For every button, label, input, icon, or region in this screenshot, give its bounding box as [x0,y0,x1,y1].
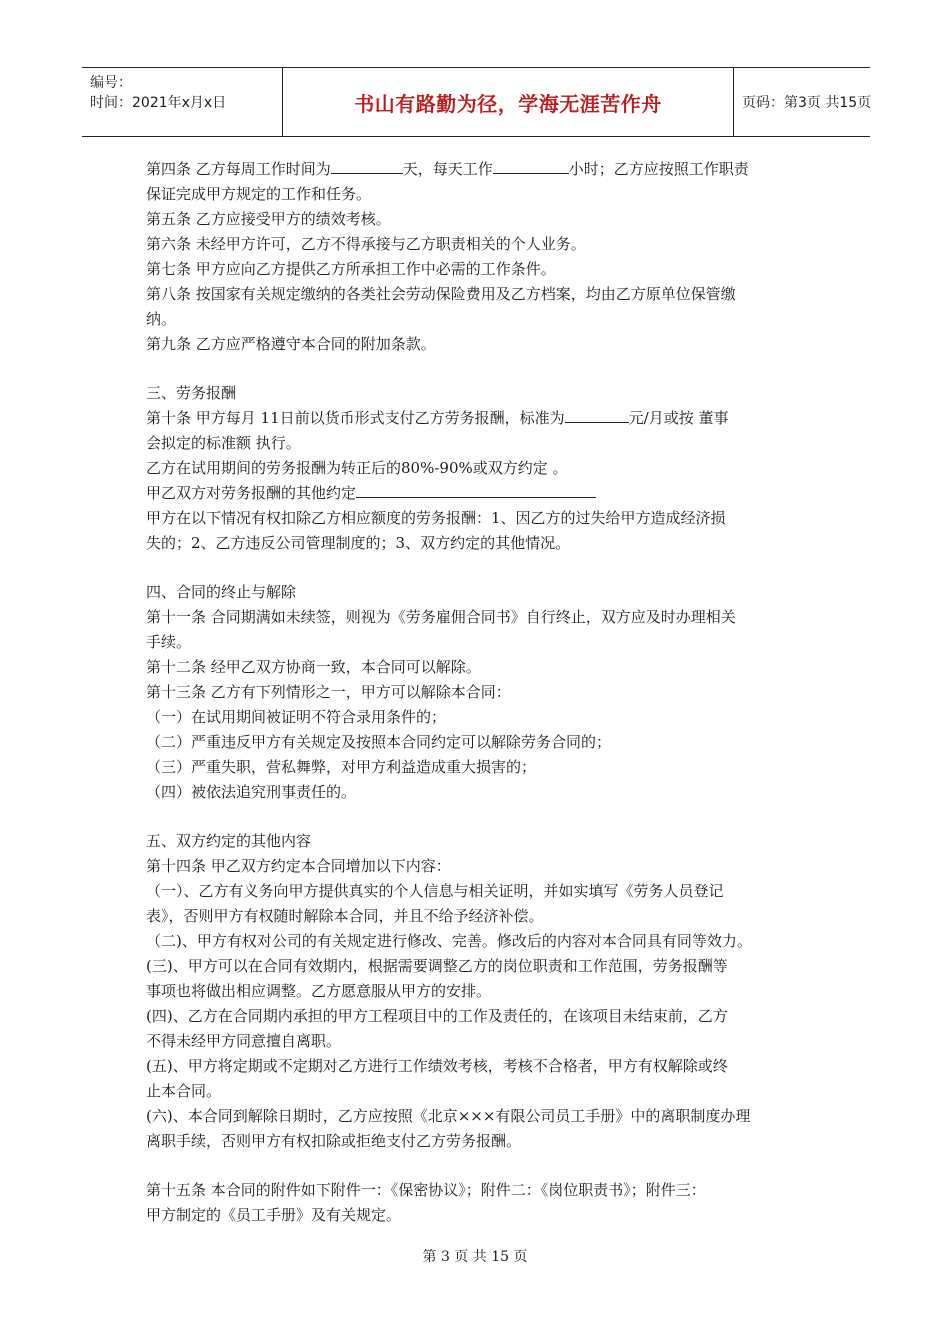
section-3-title: 三、劳务报酬 [146,384,237,402]
article-14-item-5: (五)、甲方将定期或不定期对乙方进行工作绩效考核，考核不合格者，甲方有权解除或终 [146,1057,728,1075]
article-13-item-1: （一）在试用期间被证明不符合录用条件的； [146,708,447,726]
article-11-cont: 手续。 [146,633,192,651]
article-13-item-4: （四）被依法追究刑事责任的。 [146,783,357,801]
article-8: 第八条 按国家有关规定缴纳的各类社会劳动保险费用及乙方档案，均由乙方原单位保管缴 [146,285,736,303]
article-14-item-3-cont: 事项也将做出相应调整。乙方愿意服从甲方的安排。 [146,982,492,1000]
article-14-item-6: (六)、本合同到解除日期时，乙方应按照《北京×××有限公司员工手册》中的离职制度办理 [146,1107,751,1125]
header-meta [82,68,283,136]
days-blank [331,157,403,174]
motto: 书山有路勤为径，学海无涯苦作舟 [354,91,662,116]
article-13: 第十三条 乙方有下列情形之一，甲方可以解除本合同： [146,683,511,701]
other-pay-terms: 甲乙双方对劳务报酬的其他约定 [146,481,816,506]
section-4-title: 四、合同的终止与解除 [146,583,297,601]
article-10: 第十条 甲方每月 11日前以货币形式支付乙方劳务报酬，标准为 元/月或按 董事 [146,406,816,431]
article-8-cont: 纳。 [146,310,177,328]
article-11: 第十一条 合同期满如未续签，则视为《劳务雇佣合同书》自行终止，双方应及时办理相关 [146,608,736,626]
contract-body [146,157,816,1228]
article-4: 第四条 乙方每周工作时间为 天，每天工作 小时；乙方应按照工作职责 [146,157,816,182]
time-label: 时间：2021年x月x日 [90,95,227,111]
document-header [82,67,870,137]
article-14-item-1-cont: 表》，否则甲方有权随时解除本合同，并且不给予经济补偿。 [146,907,544,925]
article-14-item-6-cont: 离职手续，否则甲方有权扣除或拒绝支付乙方劳务报酬。 [146,1132,522,1150]
salary-blank [565,406,629,423]
article-9: 第九条 乙方应严格遵守本合同的附加条款。 [146,335,436,353]
page-info: 页码：第3页 共15页 [742,95,872,111]
other-pay-blank [356,481,596,498]
article-6: 第六条 未经甲方许可，乙方不得承接与乙方职责相关的个人业务。 [146,235,586,253]
article-14-item-4-cont: 不得未经甲方同意擅自离职。 [146,1032,342,1050]
section-5-title: 五、双方约定的其他内容 [146,832,312,850]
article-14-item-4: (四)、乙方在合同期内承担的甲方工程项目中的工作及责任的，在该项目未结束前，乙方 [146,1007,728,1025]
article-5: 第五条 乙方应接受甲方的绩效考核。 [146,210,391,228]
article-7: 第七条 甲方应向乙方提供乙方所承担工作中必需的工作条件。 [146,260,556,278]
article-14-item-2: （二)、甲方有权对公司的有关规定进行修改、完善。修改后的内容对本合同具有同等效力。 [146,932,752,950]
page-footer: 第 3 页 共 15 页 [422,1249,528,1265]
article-14: 第十四条 甲乙双方约定本合同增加以下内容： [146,857,451,875]
number-label: 编号： [90,75,132,91]
deduction-terms: 甲方在以下情况有权扣除乙方相应额度的劳务报酬：1、因乙方的过失给甲方造成经济损 [146,509,726,527]
trial-pay: 乙方在试用期间的劳务报酬为转正后的80%-90%或双方约定 。 [146,459,568,477]
article-14-item-1: （一）、乙方有义务向甲方提供真实的个人信息与相关证明，并如实填写《劳务人员登记 [146,882,724,900]
article-14-item-5-cont: 止本合同。 [146,1082,222,1100]
header-page-cell [734,68,870,136]
article-13-item-2: （二）严重违反甲方有关规定及按照本合同约定可以解除劳务合同的； [146,733,612,751]
article-15: 第十五条 本合同的附件如下附件一：《保密协议》；附件二：《岗位职责书》；附件三： [146,1181,706,1199]
hours-blank [493,157,569,174]
article-13-item-3: （三）严重失职，营私舞弊，对甲方利益造成重大损害的； [146,758,537,776]
header-motto-cell [283,68,734,136]
article-10-cont: 会拟定的标准额 执行。 [146,434,301,452]
article-12: 第十二条 经甲乙双方协商一致，本合同可以解除。 [146,658,481,676]
deduction-terms-cont: 失的；2、乙方违反公司管理制度的；3、双方约定的其他情况。 [146,534,571,552]
article-4-cont: 保证完成甲方规定的工作和任务。 [146,185,372,203]
article-15-cont: 甲方制定的《员工手册》及有关规定。 [146,1206,402,1224]
article-14-item-3: (三)、甲方可以在合同有效期内，根据需要调整乙方的岗位职责和工作范围，劳务报酬等 [146,957,728,975]
